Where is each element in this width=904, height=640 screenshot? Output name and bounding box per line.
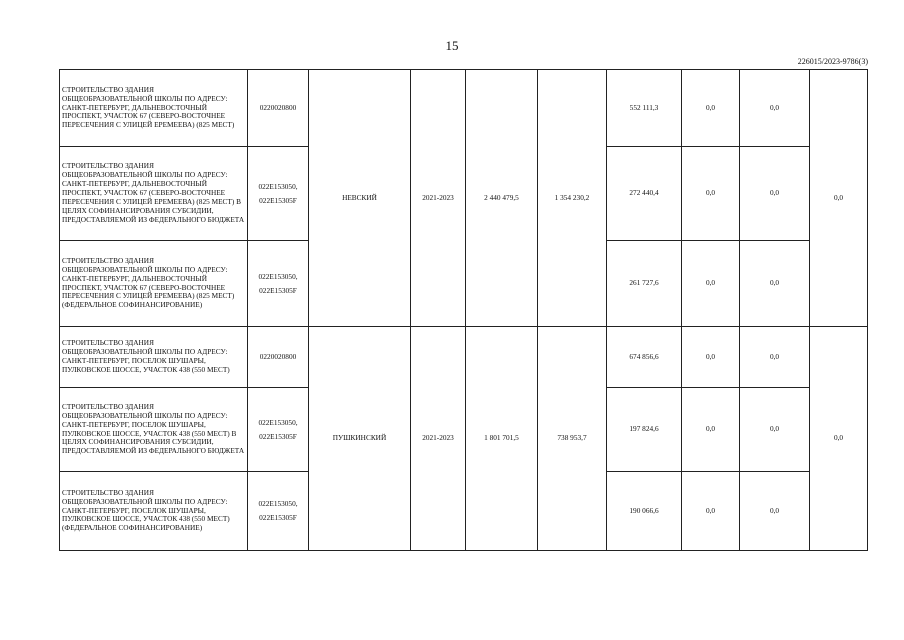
project-name-cell: СТРОИТЕЛЬСТВО ЗДАНИЯ ОБЩЕОБРАЗОВАТЕЛЬНОЙ ШКОЛЫ ПО АДРЕСУ: САНКТ-ПЕТЕРБУРГ, ПОСЕЛОК ШУШАРЫ, ПУЛКОВСКОЕ ШОССЕ, УЧАСТОК 438 (550 МЕСТ) В ЦЕЛЯХ СОФИНАНСИРОВАНИЯ СУБСИДИИ, ПРЕДОСТАВЛЯЕМОЙ ИЗ ФЕДЕРАЛЬНОГО БЮДЖЕТА	[60, 388, 248, 472]
value-cell: 0,0	[682, 327, 740, 388]
budget-code-cell	[248, 472, 309, 551]
amount-cell: 272 440,4	[607, 147, 682, 241]
value-cell: 0,0	[740, 388, 810, 472]
budget-code: 022E15305F	[259, 513, 297, 522]
document-code: 226015/2023-9786(3)	[797, 57, 868, 66]
prior-funding-cell: 738 953,7	[538, 327, 607, 551]
amount-cell: 190 066,6	[607, 472, 682, 551]
total-cost-cell: 2 440 479,5	[466, 70, 538, 327]
amount-cell: 197 824,6	[607, 388, 682, 472]
budget-code: 022E15305F	[259, 195, 297, 205]
page-number: 15	[445, 38, 459, 53]
project-name-cell: СТРОИТЕЛЬСТВО ЗДАНИЯ ОБЩЕОБРАЗОВАТЕЛЬНОЙ ШКОЛЫ ПО АДРЕСУ: САНКТ-ПЕТЕРБУРГ, ДАЛЬНЕВОСТОЧНЫЙ ПРОСПЕКТ, УЧАСТОК 67 (СЕВЕРО-ВОСТОЧНЕЕ ПЕРЕСЕЧЕНИЯ С УЛИЦЕЙ ЕРЕМЕЕВА) (825 МЕСТ)	[60, 70, 248, 147]
budget-code: 022E153050,	[258, 499, 298, 509]
period-cell: 2021-2023	[411, 70, 466, 327]
budget-code: 022E153050,	[258, 271, 298, 281]
district-cell: ПУШКИНСКИЙ	[309, 327, 411, 551]
budget-code-cell	[248, 70, 309, 147]
period-cell: 2021-2023	[411, 327, 466, 551]
amount-cell: 552 111,3	[607, 70, 682, 147]
value-cell: 0,0	[682, 241, 740, 327]
budget-code-cell	[248, 147, 309, 241]
table-row	[60, 70, 868, 147]
amount-cell: 674 856,6	[607, 327, 682, 388]
group-total-cell: 0,0	[810, 70, 868, 327]
value-cell: 0,0	[682, 472, 740, 551]
budget-code: 0220020800	[259, 352, 297, 362]
value-cell: 0,0	[682, 70, 740, 147]
value-cell: 0,0	[740, 472, 810, 551]
budget-code: 022E153050,	[258, 417, 298, 427]
amount-cell: 261 727,6	[607, 241, 682, 327]
budget-code: 022E15305F	[259, 285, 297, 295]
prior-funding-cell: 1 354 230,2	[538, 70, 607, 327]
value-cell: 0,0	[682, 147, 740, 241]
value-cell: 0,0	[682, 388, 740, 472]
project-name-cell: СТРОИТЕЛЬСТВО ЗДАНИЯ ОБЩЕОБРАЗОВАТЕЛЬНОЙ ШКОЛЫ ПО АДРЕСУ: САНКТ-ПЕТЕРБУРГ, ПОСЕЛОК ШУШАРЫ, ПУЛКОВСКОЕ ШОССЕ, УЧАСТОК 438 (550 МЕСТ)	[60, 327, 248, 388]
group-total-cell: 0,0	[810, 327, 868, 551]
budget-code: 0220020800	[259, 103, 297, 113]
table-row	[60, 327, 868, 388]
value-cell: 0,0	[740, 70, 810, 147]
value-cell: 0,0	[740, 241, 810, 327]
budget-code-cell	[248, 241, 309, 327]
budget-code-cell	[248, 327, 309, 388]
district-cell: НЕВСКИЙ	[309, 70, 411, 327]
budget-code-cell	[248, 388, 309, 472]
project-name-cell: СТРОИТЕЛЬСТВО ЗДАНИЯ ОБЩЕОБРАЗОВАТЕЛЬНОЙ ШКОЛЫ ПО АДРЕСУ: САНКТ-ПЕТЕРБУРГ, ДАЛЬНЕВОСТОЧНЫЙ ПРОСПЕКТ, УЧАСТОК 67 (СЕВЕРО-ВОСТОЧНЕЕ ПЕРЕСЕЧЕНИЯ С УЛИЦЕЙ ЕРЕМЕЕВА) (825 МЕСТ) (ФЕДЕРАЛЬНОЕ СОФИНАНСИРОВАНИЕ)	[60, 241, 248, 327]
budget-table	[59, 69, 868, 551]
project-name-cell: СТРОИТЕЛЬСТВО ЗДАНИЯ ОБЩЕОБРАЗОВАТЕЛЬНОЙ ШКОЛЫ ПО АДРЕСУ: САНКТ-ПЕТЕРБУРГ, ПОСЕЛОК ШУШАРЫ, ПУЛКОВСКОЕ ШОССЕ, УЧАСТОК 438 (550 МЕСТ) (ФЕДЕРАЛЬНОЕ СОФИНАНСИРОВАНИЕ)	[60, 472, 248, 551]
budget-code: 022E15305F	[259, 431, 297, 441]
project-name-cell: СТРОИТЕЛЬСТВО ЗДАНИЯ ОБЩЕОБРАЗОВАТЕЛЬНОЙ ШКОЛЫ ПО АДРЕСУ: САНКТ-ПЕТЕРБУРГ, ДАЛЬНЕВОСТОЧНЫЙ ПРОСПЕКТ, УЧАСТОК 67 (СЕВЕРО-ВОСТОЧНЕЕ ПЕРЕСЕЧЕНИЯ С УЛИЦЕЙ ЕРЕМЕЕВА) (825 МЕСТ) В ЦЕЛЯХ СОФИНАНСИРОВАНИЯ СУБСИДИИ, ПРЕДОСТАВЛЯЕМОЙ ИЗ ФЕДЕРАЛЬНОГО БЮДЖЕТА	[60, 147, 248, 241]
total-cost-cell: 1 801 701,5	[466, 327, 538, 551]
value-cell: 0,0	[740, 327, 810, 388]
budget-code: 022E153050,	[258, 181, 298, 191]
value-cell: 0,0	[740, 147, 810, 241]
